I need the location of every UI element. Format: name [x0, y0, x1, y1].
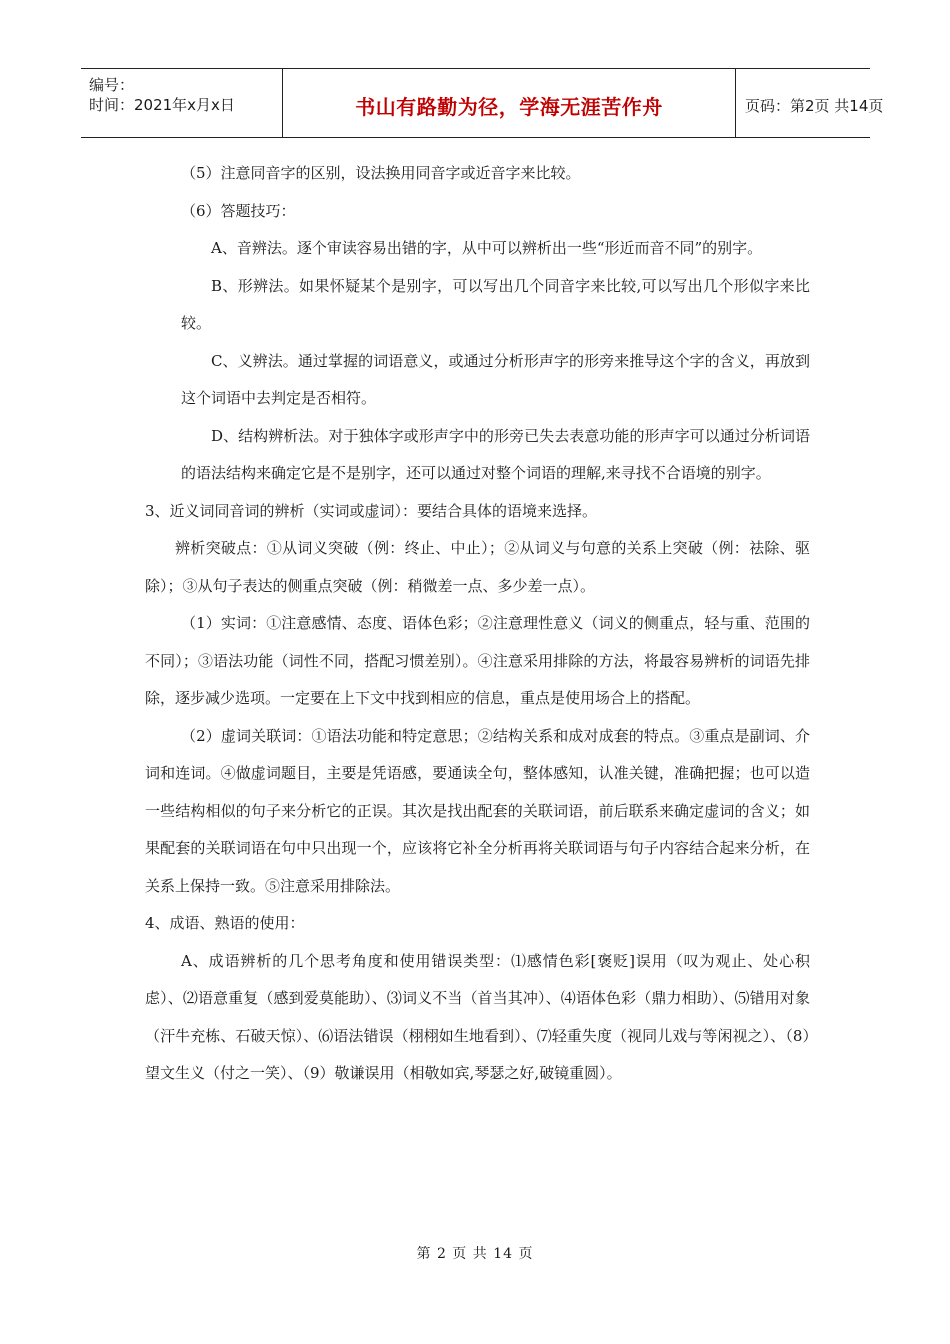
- paragraph-notional-words: （1）实词：①注意感情、态度、语体色彩；②注意理性意义（词义的侧重点，轻与重、范围的不同）；③语法功能（词性不同，搭配习惯差别）。④注意采用排除的方法，将最容易辨析的词语先排除，逐步减少选项。一定要在上下文中找到相应的信息，重点是使用场合上的搭配。: [145, 614, 810, 707]
- paragraph-method-d: D、结构辨析法。对于独体字或形声字中的形旁已失去表意功能的形声字可以通过分析词语的语法结构来确定它是不是别字，还可以通过对整个词语的理解,来寻找不合语境的别字。: [181, 426, 810, 482]
- paragraph-method-a: A、音辨法。逐个审读容易出错的字，从中可以辨析出一些“形近而音不同”的别字。: [211, 239, 763, 257]
- paragraph-section-4: 4、成语、熟语的使用：: [145, 914, 305, 932]
- paragraph-section-3: 3、近义词同音词的辨析（实词或虚词）：要结合具体的语境来选择。: [145, 501, 598, 520]
- paragraph-item-5: （5）注意同音字的区别，设法换用同音字或近音字来比较。: [181, 164, 581, 182]
- paragraph-function-words: （2）虚词关联词：①语法功能和特定意思；②结构关系和成对成套的特点。③重点是副词、介词和连词。④做虚词题目，主要是凭语感，要通读全句，整体感知，认准关键，准确把握；也可以造一些结构相似的句子来分析它的正误。其次是找出配套的关联词语，前后联系来确定虚词的含义；如果配套的关联词语在句中只出现一个，应该将它补全分析再将关联词语与句子内容结合起来分析，在关系上保持一致。⑤注意采用排除法。: [145, 726, 810, 895]
- paragraph-item-6: （6）答题技巧：: [181, 201, 296, 220]
- paragraph-idioms: A、成语辨析的几个思考角度和使用错误类型：⑴感情色彩[褒贬]误用（叹为观止、处心积虑）、⑵语意重复（感到爱莫能助）、⑶词义不当（首当其冲）、⑷语体色彩（鼎力相助）、⑸错用对象（汗牛充栋、石破天惊）、⑹语法错误（栩栩如生地看到）、⑺轻重失度（视同儿戏与等闲视之）、（8）望文生义（付之一笑）、（9）敬谦误用（相敬如宾,琴瑟之好,破镜重圆）。: [145, 951, 810, 1082]
- motto: 书山有路勤为径，学海无涯苦作舟: [355, 95, 663, 119]
- header-info-cell: [81, 69, 282, 137]
- paragraph-method-c: C、义辨法。通过掌握的词语意义，或通过分析形声字的形旁来推导这个字的含义，再放到这个词语中去判定是否相符。: [181, 351, 810, 407]
- header-motto-cell: [282, 69, 736, 137]
- paragraph-method-b: B、形辨法。如果怀疑某个是别字，可以写出几个同音字来比较,可以写出几个形似字来比较。: [181, 276, 810, 332]
- header-page-cell: [735, 69, 884, 137]
- document-body: [145, 155, 810, 1093]
- paragraph-breakthrough: 辨析突破点：①从词义突破（例：终止、中止）；②从词义与句意的关系上突破（例：祛除、驱除）；③从句子表达的侧重点突破（例：稍微差一点、多少差一点）。: [145, 539, 810, 595]
- serial-label: 编号：: [89, 76, 135, 94]
- date-label: 时间：2021年x月x日: [89, 96, 235, 114]
- page-footer: 第 2 页 共 14 页: [416, 1246, 534, 1262]
- page-header: [81, 68, 884, 138]
- page-info: 页码：第2页 共14页: [745, 97, 884, 115]
